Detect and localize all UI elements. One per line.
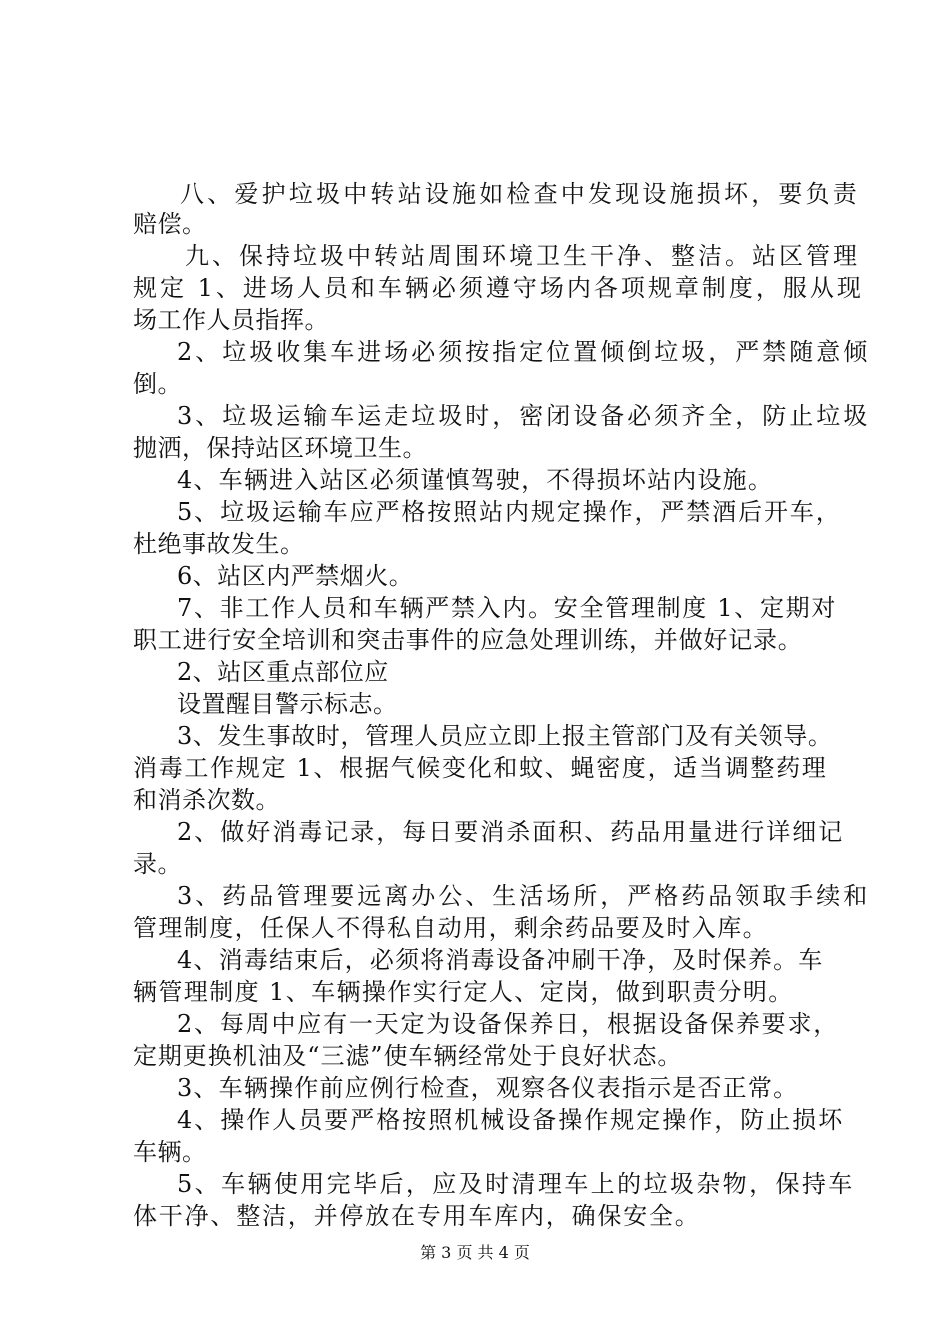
text-line: 3、车辆操作前应例行检查，观察各仪表指示是否正常。 [177, 1074, 799, 1102]
page-number-footer: 第 3 页 共 4 页 [420, 1243, 530, 1262]
text-line: 设置醒目警示标志。 [177, 690, 398, 718]
text-line: 场工作人员指挥。 [133, 306, 329, 334]
text-line: 八、爱护垃圾中转站设施如检查中发现设施损坏，要负责 [180, 180, 860, 208]
text-line: 5、垃圾运输车应严格按照站内规定操作，严禁酒后开车， [177, 498, 842, 526]
text-line: 抛洒，保持站区环境卫生。 [133, 434, 427, 462]
text-line: 和消杀次数。 [133, 786, 280, 814]
text-line: 3、发生事故时，管理人员应立即上报主管部门及有关领导。 [177, 722, 833, 750]
text-line: 管理制度，任保人不得私自动用，剩余药品要及时入库。 [133, 914, 768, 942]
text-line: 7、非工作人员和车辆严禁入内。安全管理制度 1、定期对 [177, 594, 838, 622]
text-line: 4、消毒结束后，必须将消毒设备冲刷干净，及时保养。车 [177, 946, 824, 974]
text-line: 3、垃圾运输车运走垃圾时，密闭设备必须齐全，防止垃圾 [177, 402, 871, 430]
text-line: 辆管理制度 1、车辆操作实行定人、定岗，做到职责分明。 [133, 978, 794, 1006]
text-line: 倒。 [133, 370, 182, 398]
text-line: 消毒工作规定 1、根据气候变化和蚊、蝇密度，适当调整药理 [133, 754, 828, 782]
text-line: 6、站区内严禁烟火。 [177, 562, 414, 590]
text-line: 4、操作人员要严格按照机械设备操作规定操作，防止损坏 [177, 1106, 845, 1134]
text-line: 2、垃圾收集车进场必须按指定位置倾倒垃圾，严禁随意倾 [177, 338, 871, 366]
text-line: 体干净、整洁，并停放在专用车库内，确保安全。 [133, 1202, 701, 1230]
text-line: 5、车辆使用完毕后，应及时清理车上的垃圾杂物，保持车 [177, 1170, 855, 1198]
text-line: 录。 [133, 850, 182, 878]
text-line: 九、保持垃圾中转站周围环境卫生干净、整洁。站区管理 [185, 242, 860, 270]
text-line: 杜绝事故发生。 [133, 530, 305, 558]
text-line: 职工进行安全培训和突击事件的应急处理训练，并做好记录。 [133, 626, 803, 654]
text-line: 2、每周中应有一天定为设备保养日，根据设备保养要求， [177, 1010, 840, 1038]
text-line: 4、车辆进入站区必须谨慎驾驶，不得损坏站内设施。 [177, 466, 774, 494]
text-line: 规定 1、进场人员和车辆必须遵守场内各项规章制度，服从现 [133, 274, 864, 302]
text-line: 2、站区重点部位应 [177, 658, 389, 686]
text-line: 车辆。 [133, 1138, 207, 1166]
text-line: 3、药品管理要远离办公、生活场所，严格药品领取手续和 [177, 882, 871, 910]
text-line: 赔偿。 [133, 210, 207, 238]
text-line: 定期更换机油及“三滤”使车辆经常处于良好状态。 [133, 1042, 683, 1070]
text-line: 2、做好消毒记录，每日要消杀面积、药品用量进行详细记 [177, 818, 845, 846]
